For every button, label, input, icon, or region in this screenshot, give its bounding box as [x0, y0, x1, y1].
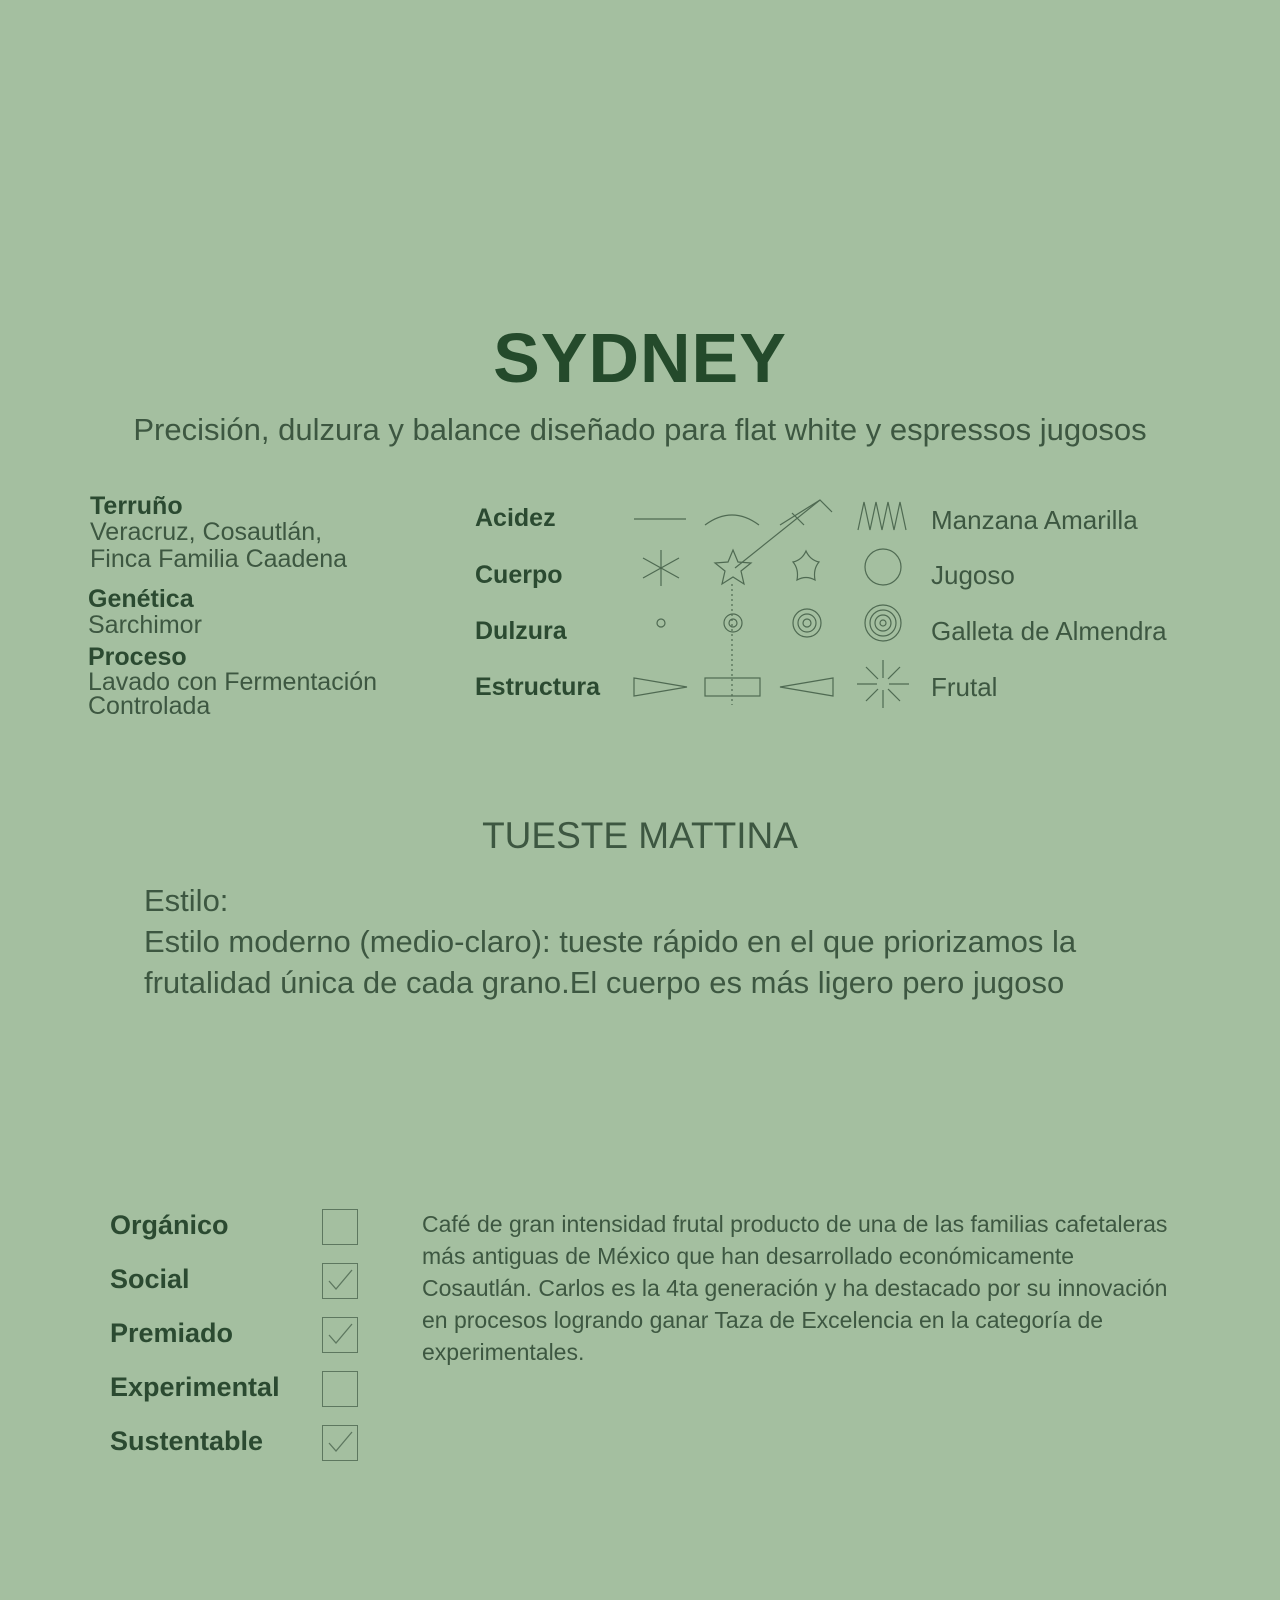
sweetness-quad-ring-icon	[865, 605, 901, 641]
roast-style-label: Estilo:	[144, 883, 229, 918]
structure-wedge-right-icon	[634, 678, 687, 696]
product-description: Café de gran intensidad frutal producto de una de las familias cafetaleras más antiguas de México que han desarrollado económicamente Cosautlán. Carlos es la 4ta generación y ha destacado por su innovación en procesos logrando ganar Taza de Excelencia en la categoría de experimentales.	[422, 1211, 1168, 1365]
certification-checkbox-social[interactable]	[322, 1263, 358, 1299]
flavor-profile-symbols	[620, 485, 920, 715]
certification-label: Sustentable	[110, 1426, 264, 1456]
profile-attribute-dulzura: Dulzura	[475, 617, 567, 645]
body-circle-icon	[865, 549, 901, 585]
sweetness-triple-ring-icon	[793, 609, 821, 637]
origin-proceso	[88, 644, 468, 718]
profile-note-acidez: Manzana Amarilla	[931, 505, 1138, 535]
certification-checkbox-premiado[interactable]	[322, 1317, 358, 1353]
origin-label: Terruño	[90, 492, 183, 520]
profile-note-dulzura: Galleta de Almendra	[931, 616, 1167, 646]
acidity-wave-icon	[858, 502, 906, 530]
body-asterisk-icon	[643, 550, 679, 586]
profile-attribute-cuerpo: Cuerpo	[475, 561, 563, 589]
acidity-peak-icon	[780, 500, 832, 525]
certification-label: Social	[110, 1264, 190, 1294]
checkmark-icon	[323, 1264, 356, 1297]
profile-note-cuerpo: Jugoso	[931, 560, 1015, 590]
certification-label: Orgánico	[110, 1210, 229, 1240]
connector-line	[735, 500, 820, 568]
origin-genetica	[88, 586, 448, 639]
acidity-arc-icon	[705, 515, 759, 525]
certification-label: Experimental	[110, 1372, 280, 1402]
origin-value-line: Finca Familia Caadena	[90, 545, 348, 573]
certification-label: Premiado	[110, 1318, 234, 1348]
structure-wedge-left-icon	[780, 678, 833, 696]
origin-label: Genética	[88, 585, 194, 613]
checkmark-icon	[323, 1318, 356, 1351]
certification-checkbox-organico[interactable]	[322, 1209, 358, 1245]
origin-value-line: Controlada	[88, 692, 211, 720]
origin-terruno	[90, 493, 450, 573]
structure-burst-icon	[857, 660, 909, 708]
profile-attribute-estructura: Estructura	[475, 673, 601, 701]
certification-checkbox-experimental[interactable]	[322, 1371, 358, 1407]
roast-title: TUESTE MATTINA	[482, 815, 798, 856]
certification-checkbox-sustentable[interactable]	[322, 1425, 358, 1461]
origin-value-line: Sarchimor	[88, 611, 202, 639]
origin-label: Proceso	[88, 643, 187, 671]
body-star-outline-icon	[715, 550, 751, 584]
body-rounded-star-icon	[793, 551, 819, 580]
checkmark-icon	[323, 1426, 356, 1459]
sweetness-double-ring-icon	[724, 614, 742, 632]
origin-value-line: Veracruz, Cosautlán,	[90, 518, 323, 546]
product-tagline: Precisión, dulzura y balance diseñado para flat white y espressos jugosos	[133, 412, 1147, 447]
origin-value-line: Lavado con Fermentación	[88, 668, 378, 696]
roast-style	[144, 880, 1164, 1003]
profile-note-estructura: Frutal	[931, 672, 998, 702]
profile-attribute-acidez: Acidez	[475, 504, 556, 532]
roast-style-text: Estilo moderno (medio-claro): tueste rápido en el que priorizamos la frutalidad única de cada grano.El cuerpo es más ligero pero jugoso	[144, 924, 1077, 1000]
sweetness-dot-icon	[657, 619, 665, 627]
product-name: SYDNEY	[493, 319, 787, 397]
